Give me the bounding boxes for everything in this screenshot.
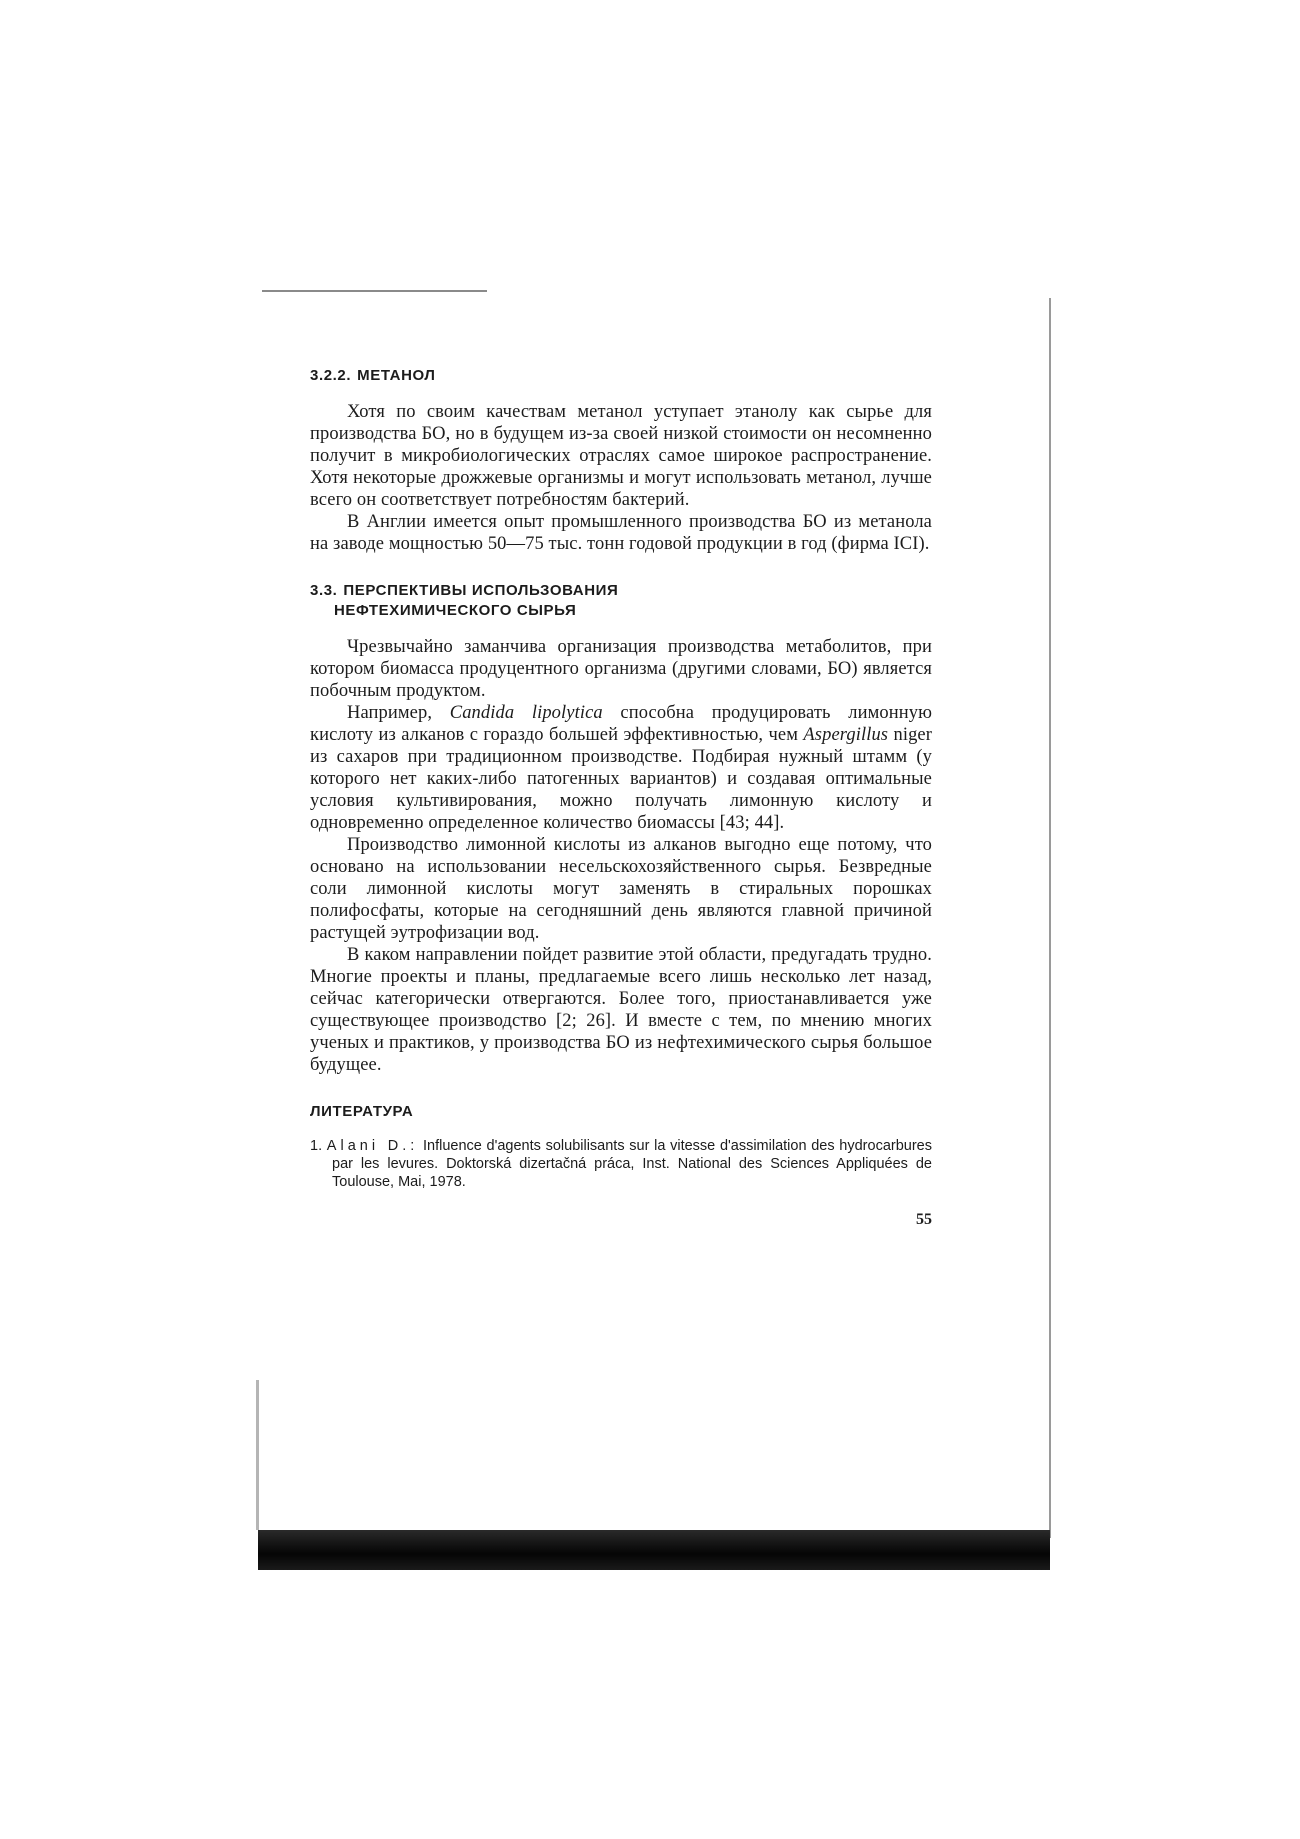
reference-item: [310, 1137, 932, 1191]
species-name: Candida lipolytica: [449, 703, 603, 723]
text-run: Например,: [347, 703, 450, 723]
section-title-line1: ПЕРСПЕКТИВЫ ИСПОЛЬЗОВАНИЯ: [343, 582, 619, 599]
paragraph: Производство лимонной кислоты из алканов выгодно еще потому, что основано на использовании несельскохозяйственного сырья. Безвредные соли лимонной кислоты могут заменять в стиральных порошках полифосфаты, которые на сегодняшний день являются главной причиной растущей эутрофизации вод.: [310, 835, 932, 943]
paragraph: В каком направлении пойдет развитие этой области, предугадать трудно. Многие проекты и планы, предлагаемые всего лишь несколько лет назад, сейчас категорически отвергаются. Более того, приостанавливается уже существующее производство [2; 26]. И вместе с тем, по мнению многих ученых и практиков, у производства БО из нефтехимического сырья большое будущее.: [310, 945, 932, 1075]
section-title-line2: НЕФТЕХИМИЧЕСКОГО СЫРЬЯ: [334, 602, 577, 619]
reference-author: Alani D.:: [326, 1138, 419, 1154]
paragraph: [310, 702, 932, 834]
text-run: niger из сахаров при традиционном производстве. Подбирая нужный штамм (у которого нет каких-либо патогенных вариантов) и создавая оптимальные условия культивирования, можно получать лимонную кислоту и одновременно определенное количество биомассы [43; 44].: [310, 725, 932, 833]
text-run: способна продуцировать лимонную кислоту из алканов с гораздо большей эффективностью, чем: [310, 703, 933, 745]
paragraph: Хотя по своим качествам метанол уступает этанолу как сырье для производства БО, но в будущем из-за своей низкой стоимости он несомненно получит в микробиологических отраслях самое широкое распространение. Хотя некоторые дрожжевые организмы и могут использовать метанол, лучше всего он соответствует потребностям бактерий.: [310, 402, 932, 510]
scan-border-left: [256, 1380, 259, 1530]
section-number: 3.2.2.: [310, 367, 352, 384]
reference-number: 1.: [310, 1138, 323, 1154]
section-heading-prospects: [310, 581, 932, 621]
page-content: [310, 366, 932, 1229]
scan-shadow-bottom: [258, 1530, 1050, 1570]
scan-border-right: [1049, 298, 1051, 1538]
section-heading-methanol: [310, 366, 932, 386]
paragraph: В Англии имеется опыт промышленного производства БО из метанола на заводе мощностью 50—75 тыс. тонн годовой продукции в год (фирма ICI).: [310, 512, 932, 554]
literature-heading: ЛИТЕРАТУРА: [310, 1103, 414, 1120]
page-number: 55: [916, 1211, 932, 1228]
scan-border-top: [262, 290, 487, 292]
reference-text: Influence d'agents solubilisants sur la vitesse d'assimilation des hydrocarbures par les levures. Doktorská dizertačná práca, Inst. National des Sciences Appliquées de Toulouse, Mai, 1978.: [332, 1138, 932, 1190]
section-number: 3.3.: [310, 582, 338, 599]
section-title: МЕТАНОЛ: [357, 367, 436, 384]
paragraph: Чрезвычайно заманчива организация производства метаболитов, при котором биомасса продуцентного организма (другими словами, БО) является побочным продуктом.: [310, 637, 932, 701]
species-name: Aspergillus: [803, 725, 889, 745]
